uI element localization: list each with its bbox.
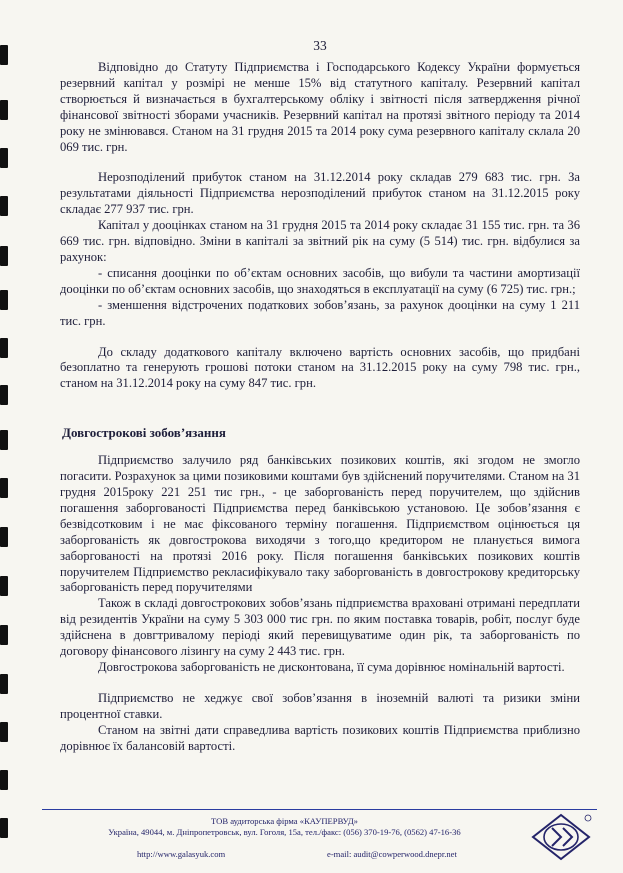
paragraph-retained-earnings: Нерозподілений прибуток станом на 31.12.2014 року складав 279 683 тис. грн. За результатами діяльності Підприємства нерозподілений прибуток станом на 31.12.2015 року складає 277 937 тис. грн. — [60, 170, 580, 217]
paragraph-prepayments: Також в складі довгострокових зобов’язань підприємства враховані отримані передплати від резидентів України на суму 5 303 000 тис грн. по яким поставка товарів, робіт, послуг буде здійснена в довгтривалому періоді який перевищуватиме один рік, та заборгованість по договору фінансового лізингу на суму 2 443 тис. грн. — [60, 596, 580, 659]
section-heading: Довгострокові зобов’язання — [62, 425, 226, 441]
paragraph-hedging: Підприємство не хеджує свої зобов’язання в іноземній валюті та ризики зміни процентної ставки. — [60, 690, 580, 721]
page-body — [60, 60, 580, 755]
paragraph-bank-loans: Підприємство залучило ряд банківських позикових коштів, які згодом не змогло погасити. Розрахунок за цими позиковими коштами був здійснений поручителями. Станом на 31 грудня 2015року 221 251 тис грн., - це заборгованість перед поручителем, що здійснив погашення заборгованості Підприємства перед банківською установою. Це зобов’язання є безвідсотковим і не має фіксованого терміну погашення. Підприємством оцінюється ця заборгованість як довгострокова виходячи з того,що кредитором не планується вимога заборгованості на протязі 2016 року. Після погашення банківських позикових коштів поручителем Підприємство рекласифікувало таку заборгованість в довгострокову кредиторську заборгованість перед поручителями — [60, 453, 580, 595]
footer-website-link[interactable]: http://www.galasyuk.com — [137, 849, 226, 859]
page-footer — [42, 809, 597, 866]
list-item-writeoff: - списання дооцінки по об’єктам основних засобів, що вибули та частини амортизації дооцінки по об’єктам основних засобів, що знаходяться в експлуатації на суму (6 725) тис. грн.; — [60, 265, 580, 296]
paragraph-fair-value: Станом на звітні дати справедлива вартість позикових коштів Підприємства приблизно дорівнює їх балансовій вартості. — [60, 722, 580, 753]
list-item-deferred-tax: - зменшення відстрочених податкових зобов’язань, за рахунок дооцінки на суму 1 211 тис. грн. — [60, 297, 580, 328]
paragraph-reserve-capital: Відповідно до Статуту Підприємства і Господарського Кодексу України формується резервний капітал у розмірі не менше 15% від статутного капіталу. Резервний капітал створюється й визначається в бухгалтерському обліку і звітності після затвердження річної фінансової звітності зборами учасників. Резервний капітал на протязі звітного періоду та 2014 року не змінювався. Станом на 31 грудня 2015 та 2014 року сума резервного капіталу склала 20 069 тис. грн. — [60, 60, 580, 154]
firm-logo-icon — [529, 812, 593, 862]
paragraph-not-discounted: Довгострокова заборгованість не дисконтована, її сума дорівнює номінальній вартості. — [98, 660, 565, 674]
binding-holes — [0, 0, 10, 873]
paragraph-revaluation-capital: Капітал у дооцінках станом на 31 грудня 2015 та 2014 року складає 31 155 тис. грн. та 36 669 тис. грн. відповідно. Зміни в капіталі за звітний рік на суму (5 514) тис. грн. відбулися за рахунок: — [60, 218, 580, 264]
footer-firm-name: ТОВ аудиторська фірма «КАУПЕРВУД» — [211, 816, 358, 826]
footer-email: e-mail: audit@cowperwood.dnepr.net — [327, 849, 457, 859]
page-number: 33 — [313, 38, 327, 53]
document-page — [20, 0, 620, 873]
footer-address: Україна, 49044, м. Дніпропетровськ, вул. Гоголя, 15а, тел./факс: (056) 370-19-76, (0562) 47-16-36 — [108, 827, 461, 837]
paragraph-additional-capital: До складу додаткового капіталу включено вартість основних засобів, що придбані безоплатно та генерують грошові потоки станом на 31.12.2015 року на суму 798 тис. грн., станом на 31.12.2014 року на суму 847 тис. грн. — [60, 344, 580, 391]
